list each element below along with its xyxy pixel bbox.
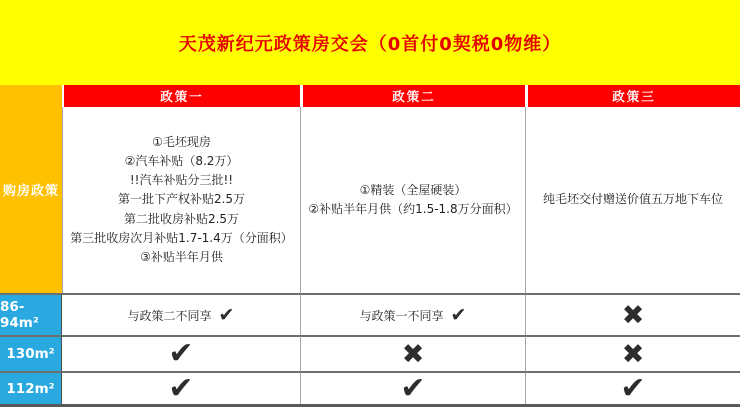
check-icon: ✔	[168, 370, 194, 406]
policy-1-line: 第一批下产权补贴2.5万	[117, 192, 246, 207]
check-icon: ✔	[450, 303, 467, 326]
size-row-label-112: 112m²	[0, 371, 62, 404]
policy-1-line: !!汽车补贴分三批!!	[129, 173, 234, 188]
size-row-label-130: 130m²	[0, 335, 62, 371]
page-title: 天茂新纪元政策房交会（0首付0契税0物维）	[178, 33, 562, 55]
check-icon: ✔	[400, 370, 426, 406]
check-icon: ✔	[168, 336, 194, 371]
policy-1-line: 第二批收房补贴2.5万	[123, 211, 240, 226]
policy-3-line: 纯毛坯交付赠送价值五万地下车位	[542, 192, 723, 207]
cell-86-94-policy-1	[62, 293, 300, 335]
exclusivity-note: 与政策二不同享	[127, 308, 212, 323]
cross-icon: ✖	[621, 338, 645, 370]
policy-1-line: ①毛坯现房	[152, 134, 211, 149]
cell-112-policy-1	[62, 371, 300, 404]
policy-1-details	[62, 107, 300, 293]
exclusivity-note: 与政策一不同享	[359, 308, 444, 323]
policy-2-details	[300, 107, 525, 293]
cell-112-policy-2	[300, 371, 525, 404]
policy-2-line: ①精装（全屋硬装）	[359, 182, 467, 197]
policy-1-line: ②汽车补贴（8.2万）	[124, 154, 239, 169]
cell-130-policy-1	[62, 335, 300, 371]
policy-table	[0, 85, 740, 407]
policy-1-line: 第三批收房次月补贴1.7-1.4万（分面积）	[70, 230, 293, 245]
policy-3-details	[525, 107, 740, 293]
policy-1-line: ③补贴半年月供	[140, 249, 223, 264]
cross-icon: ✖	[401, 338, 425, 370]
column-header-policy-3: 政策三	[525, 85, 740, 107]
cell-86-94-policy-2	[300, 293, 525, 335]
cross-icon: ✖	[621, 299, 645, 331]
check-icon: ✔	[620, 370, 646, 406]
column-header-policy-2: 政策二	[300, 85, 525, 107]
banner	[0, 0, 740, 85]
policy-2-line: ②补贴半年月供（约1.5-1.8万分面积）	[308, 202, 518, 216]
column-header-policy-1: 政策一	[62, 85, 300, 107]
row-group-label-purchase-policy: 购房政策	[0, 85, 62, 293]
cell-130-policy-2	[300, 335, 525, 371]
check-icon: ✔	[218, 303, 235, 326]
cell-112-policy-3	[525, 371, 740, 404]
cell-86-94-policy-3	[525, 293, 740, 335]
cell-130-policy-3	[525, 335, 740, 371]
size-row-label-86-94: 86-94m²	[0, 293, 62, 335]
